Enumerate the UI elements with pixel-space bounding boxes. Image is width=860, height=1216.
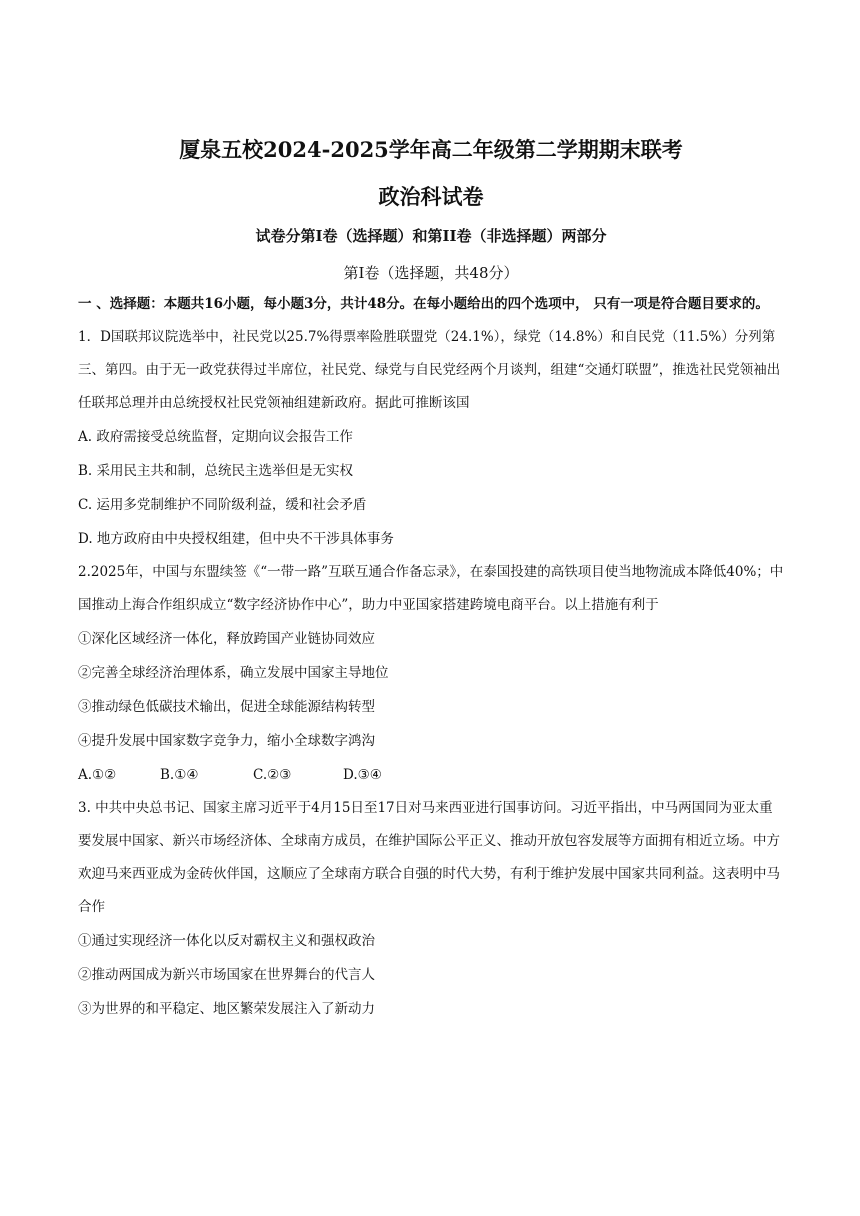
- statement-1: ①通过实现经济一体化以反对霸权主义和强权政治: [78, 933, 375, 949]
- exam-title: 厦泉五校2024-2025学年高二年级第二学期期末联考: [179, 137, 683, 162]
- choice-d: D.③④: [343, 767, 382, 783]
- page-content: [78, 132, 784, 1026]
- option-b: B. 采用民主共和制，总统民主选举但是无实权: [78, 463, 354, 479]
- question-1: [78, 321, 784, 556]
- answer-choices: [78, 758, 784, 792]
- question-stem: 1．D国联邦议院选举中，社民党以25.7%得票率险胜联盟党（24.1%），绿党（14.8%）和自民党（11.5%）分列第三、第四。由于无一政党获得过半席位，社民党、绿党与自民党经两个月谈判，组建“交通灯联盟”，推选社民党领袖出任联邦总理并由总统授权社民党领袖组建新政府。据此可推断该国: [78, 329, 781, 411]
- option-c: C. 运用多党制维护不同阶级利益，缓和社会矛盾: [78, 497, 367, 513]
- option-d: D. 地方政府由中央授权组建，但中央不干涉具体事务: [78, 531, 394, 547]
- statement-3: ③为世界的和平稳定、地区繁荣发展注入了新动力: [78, 1001, 375, 1017]
- statement-3: ③推动绿色低碳技术输出，促进全球能源结构转型: [78, 699, 375, 715]
- question-stem: 3. 中共中央总书记、国家主席习近平于4月15日至17日对马来西亚进行国事访问。习近平指出，中马两国同为亚太重要发展中国家、新兴市场经济体、全球南方成员，在维护国际公平正义、推动开放包容发展等方面拥有相近立场。中方欢迎马来西亚成为金砖伙伴国，这顺应了全球南方联合自强的时代大势，有利于维护发展中国家共同利益。这表明中马合作: [78, 800, 780, 915]
- question-3: [78, 792, 784, 1026]
- choice-a: A.①②: [78, 767, 117, 783]
- statement-4: ④提升发展中国家数字竞争力，缩小全球数字鸿沟: [78, 733, 375, 749]
- section-instructions: 一 、选择题：本题共16小题，每小题3分，共计48分。在每小题给出的四个选项中， 只有一项是符合题目要求的。: [78, 296, 769, 312]
- statement-2: ②完善全球经济治理体系，确立发展中国家主导地位: [78, 665, 389, 681]
- part-heading: 第I卷（选择题，共48分）: [343, 264, 519, 282]
- statement-2: ②推动两国成为新兴市场国家在世界舞台的代言人: [78, 967, 375, 983]
- choice-b: B.①④: [160, 767, 199, 783]
- question-2: [78, 556, 784, 792]
- exam-subject: 政治科试卷: [378, 184, 484, 209]
- question-stem: 2.2025年，中国与东盟续签《“一带一路”互联互通合作备忘录》，在泰国投建的高铁项目使当地物流成本降低40%；中国推动上海合作组织成立“数字经济协作中心”，助力中亚国家搭建跨境电商平台。以上措施有利于: [78, 564, 784, 613]
- exam-structure-note: 试卷分第I卷（选择题）和第II卷（非选择题）两部分: [255, 227, 607, 245]
- choice-c: C.②③: [253, 767, 292, 783]
- statement-1: ①深化区域经济一体化，释放跨国产业链协同效应: [78, 631, 375, 647]
- option-a: A. 政府需接受总统监督，定期向议会报告工作: [78, 429, 353, 445]
